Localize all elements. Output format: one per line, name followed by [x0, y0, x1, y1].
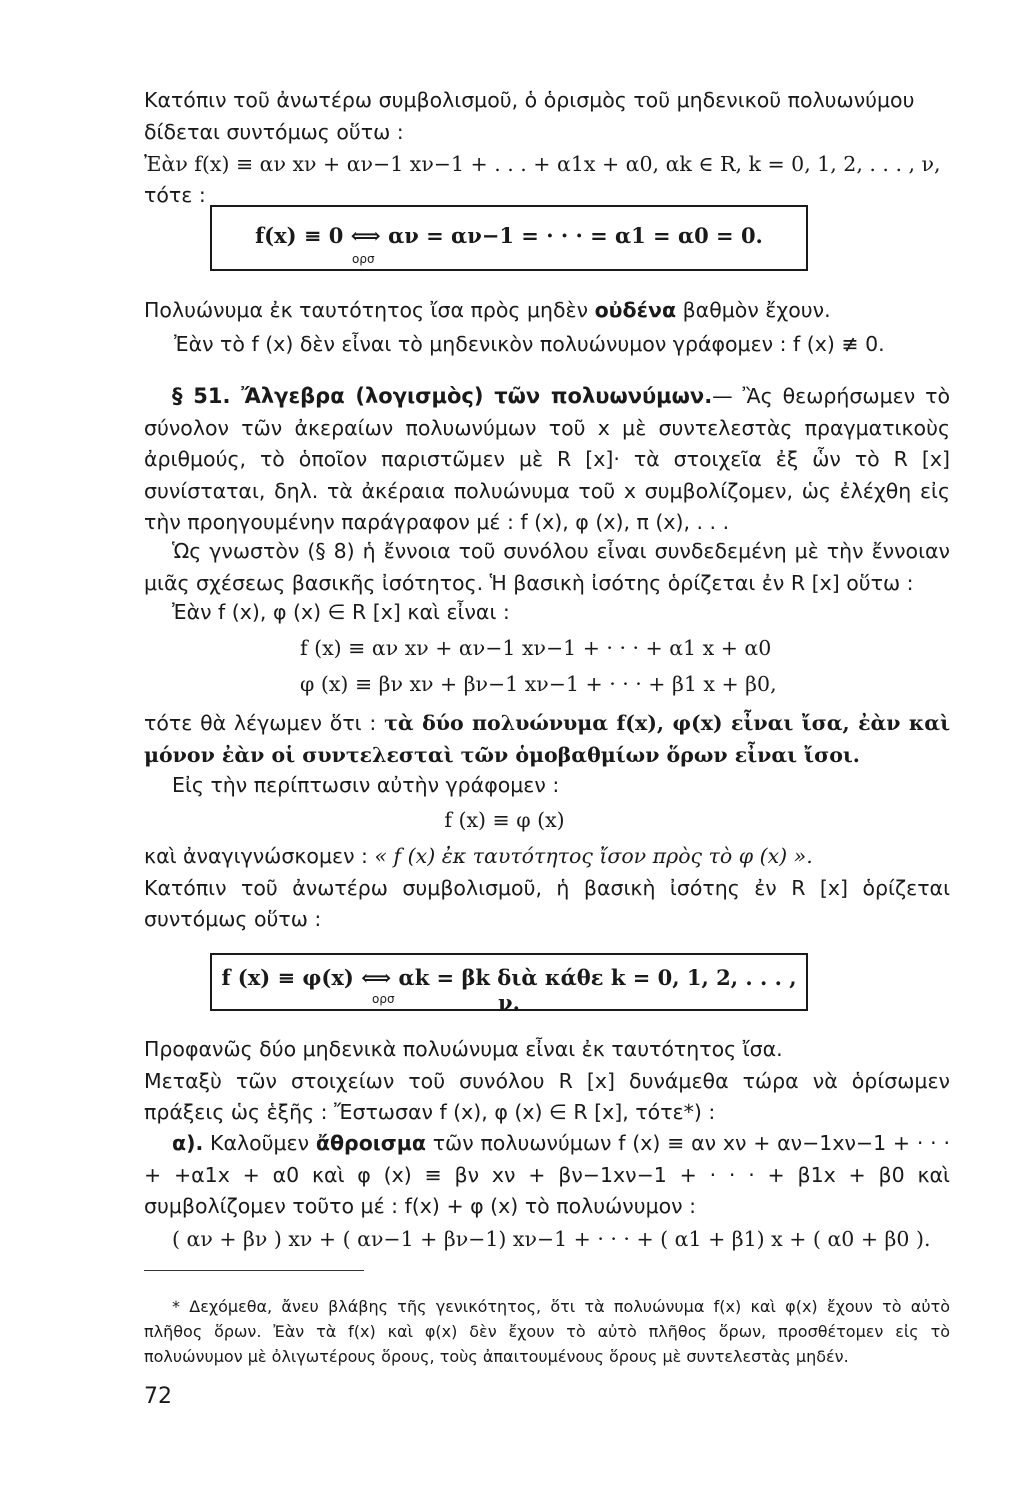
bold-statement: τὰ δύο πολυώνυμα f(x), φ(x) εἶναι ἴσα, ἐὰν καὶ μόνον ἐὰν οἱ συντελεσταὶ τῶν ὁμοβαθμίων ὅρων εἶναι ἴσοι.: [144, 711, 950, 767]
boxed-formula: f(x) ≡ 0 ⟺ αν = αν−1 = · · · = α1 = α0 = 0.: [255, 223, 763, 248]
text-fragment: βαθμὸν ἔχουν.: [676, 298, 831, 322]
italic-quote: « f (x) ἐκ ταυτότητος ἴσον πρὸς τὸ φ (x) ».: [374, 844, 813, 868]
text-line: Ἐὰν τὸ f (x) δὲν εἶναι τὸ μηδενικὸν πολυώνυμον γράφομεν : f (x) ≢ 0.: [174, 332, 885, 356]
text-line: δίδεται συντόμως οὕτω :: [144, 120, 404, 144]
paragraph: Ὡς γνωστὸν (§ 8) ἡ ἔννοια τοῦ συνόλου εἶναι συνδεδεμένη μὲ τὴν ἔννοιαν μιᾶς σχέσεως βασικῆς ἰσότητος. Ἡ βασικὴ ἰσότης ὁρίζεται ἐν R [x] οὕτω :: [144, 539, 950, 595]
identity-equation: f (x) ≡ φ (x): [444, 808, 565, 832]
text-fragment: τῶν πολυωνύμων f (x) ≡ αν xν + αν−1xν−1 + · · · + +α1x + α0 καὶ φ (x) ≡ βν xν + βν−1xν−1 + · · · + β1x + β0 καὶ συμβολίζομεν τοῦτο μέ : f(x) + φ (x) τὸ πολυώνυμον :: [144, 1131, 950, 1218]
text-fragment: Καλοῦμεν: [203, 1131, 316, 1155]
equation-phi: φ (x) ≡ βν xν + βν−1 xν−1 + · · · + β1 x + β0,: [300, 672, 777, 696]
zero-polynomial-box: [210, 205, 808, 271]
section-text: — Ἂς θεωρήσωμεν τὸ σύνολον τῶν ἀκεραίων πολυωνύμων τοῦ x μὲ συντελεστὰς πραγματικοὺς ἀριθμούς, τὸ ὁποῖον παριστῶμεν μὲ R [x]· τὰ στοιχεῖα ἐξ ὧν τὸ R [x] συνίσταται, δηλ. τὰ ἀκέραια πολυώνυμα τοῦ x συμβολίζομεν, ὡς ἐλέχθη εἰς τὴν προηγουμένην παράγραφον μέ : f (x), φ (x), π (x), . . .: [144, 384, 950, 534]
text-line: [144, 296, 831, 324]
sum-equation: ( αν + βν ) xν + ( αν−1 + βν−1) xν−1 + · · · + ( α1 + β1) x + ( α0 + β0 ).: [172, 1227, 931, 1251]
section-51-paragraph: [144, 381, 950, 539]
text-fragment: καὶ ἀναγιγνώσκομεν :: [144, 844, 375, 868]
text-line: Ἐὰν f (x), φ (x) ∈ R [x] καὶ εἶναι :: [172, 600, 510, 624]
definition-subscript: ορσ: [372, 992, 395, 1006]
page-number: 72: [144, 1384, 172, 1409]
text-line: Εἰς τὴν περίπτωσιν αὐτὴν γράφομεν :: [172, 773, 560, 797]
text-line: Προφανῶς δύο μηδενικὰ πολυώνυμα εἶναι ἐκ ταυτότητος ἴσα.: [144, 1037, 783, 1061]
boxed-formula: f (x) ≡ φ(x) ⟺ αk = βk διὰ κάθε k = 0, 1, 2, . . . , ν.: [221, 965, 797, 1015]
bold-word: ἄθροισμα: [315, 1131, 426, 1155]
section-heading: § 51. Ἄλγεβρα (λογισμὸς) τῶν πολυωνύμων.: [172, 384, 713, 408]
paragraph: [144, 707, 950, 771]
definition-line: Ἐὰν f(x) ≡ αν xν + αν−1 xν−1 + . . . + α1x + α0, αk ∈ R, k = 0, 1, 2, . . . , ν,: [144, 152, 941, 176]
definition-subscript: ορσ: [352, 252, 375, 266]
bold-word: οὐδένα: [594, 298, 677, 322]
text-line: τότε :: [144, 183, 206, 207]
footnote: * Δεχόμεθα, ἄνευ βλάβης τῆς γενικότητος, ὅτι τὰ πολυώνυμα f(x) καὶ φ(x) ἔχουν τὸ αὐτὸ πλῆθος ὅρων. Ἐὰν τὰ f(x) καὶ φ(x) δὲν ἔχουν τὸ αὐτὸ πλῆθος ὅρων, προσθέτομεν εἰς τὸ πολυώνυμον μὲ ὀλιγωτέρους ὅρους, τοὺς ἀπαιτουμένους ὅρους μὲ συντελεστὰς μηδέν.: [144, 1297, 950, 1366]
paragraph: Μεταξὺ τῶν στοιχείων τοῦ συνόλου R [x] δυνάμεθα τώρα νὰ ὁρίσωμεν πράξεις ὡς ἑξῆς : Ἔστωσαν f (x), φ (x) ∈ R [x], τότε*) :: [144, 1069, 950, 1124]
text-fragment: Πολυώνυμα ἐκ ταυτότητος ἴσα πρὸς μηδὲν: [144, 298, 595, 322]
sum-definition-paragraph: [144, 1128, 950, 1223]
item-label: α).: [172, 1131, 204, 1155]
equation-f: f (x) ≡ αν xν + αν−1 xν−1 + · · · + α1 x + α0: [300, 636, 772, 660]
paragraph: Κατόπιν τοῦ ἀνωτέρω συμβολισμοῦ, ἡ βασικὴ ἰσότης ἐν R [x] ὁρίζεται συντόμως οὕτω :: [144, 876, 950, 931]
text-line: Κατόπιν τοῦ ἀνωτέρω συμβολισμοῦ, ὁ ὁρισμὸς τοῦ μηδενικοῦ πολυωνύμου: [144, 88, 915, 112]
text-fragment: τότε θὰ λέγωμεν ὅτι :: [144, 711, 385, 735]
text-line: [144, 842, 813, 870]
footnote-divider: [144, 1270, 364, 1271]
basic-equality-box: [210, 953, 808, 1015]
